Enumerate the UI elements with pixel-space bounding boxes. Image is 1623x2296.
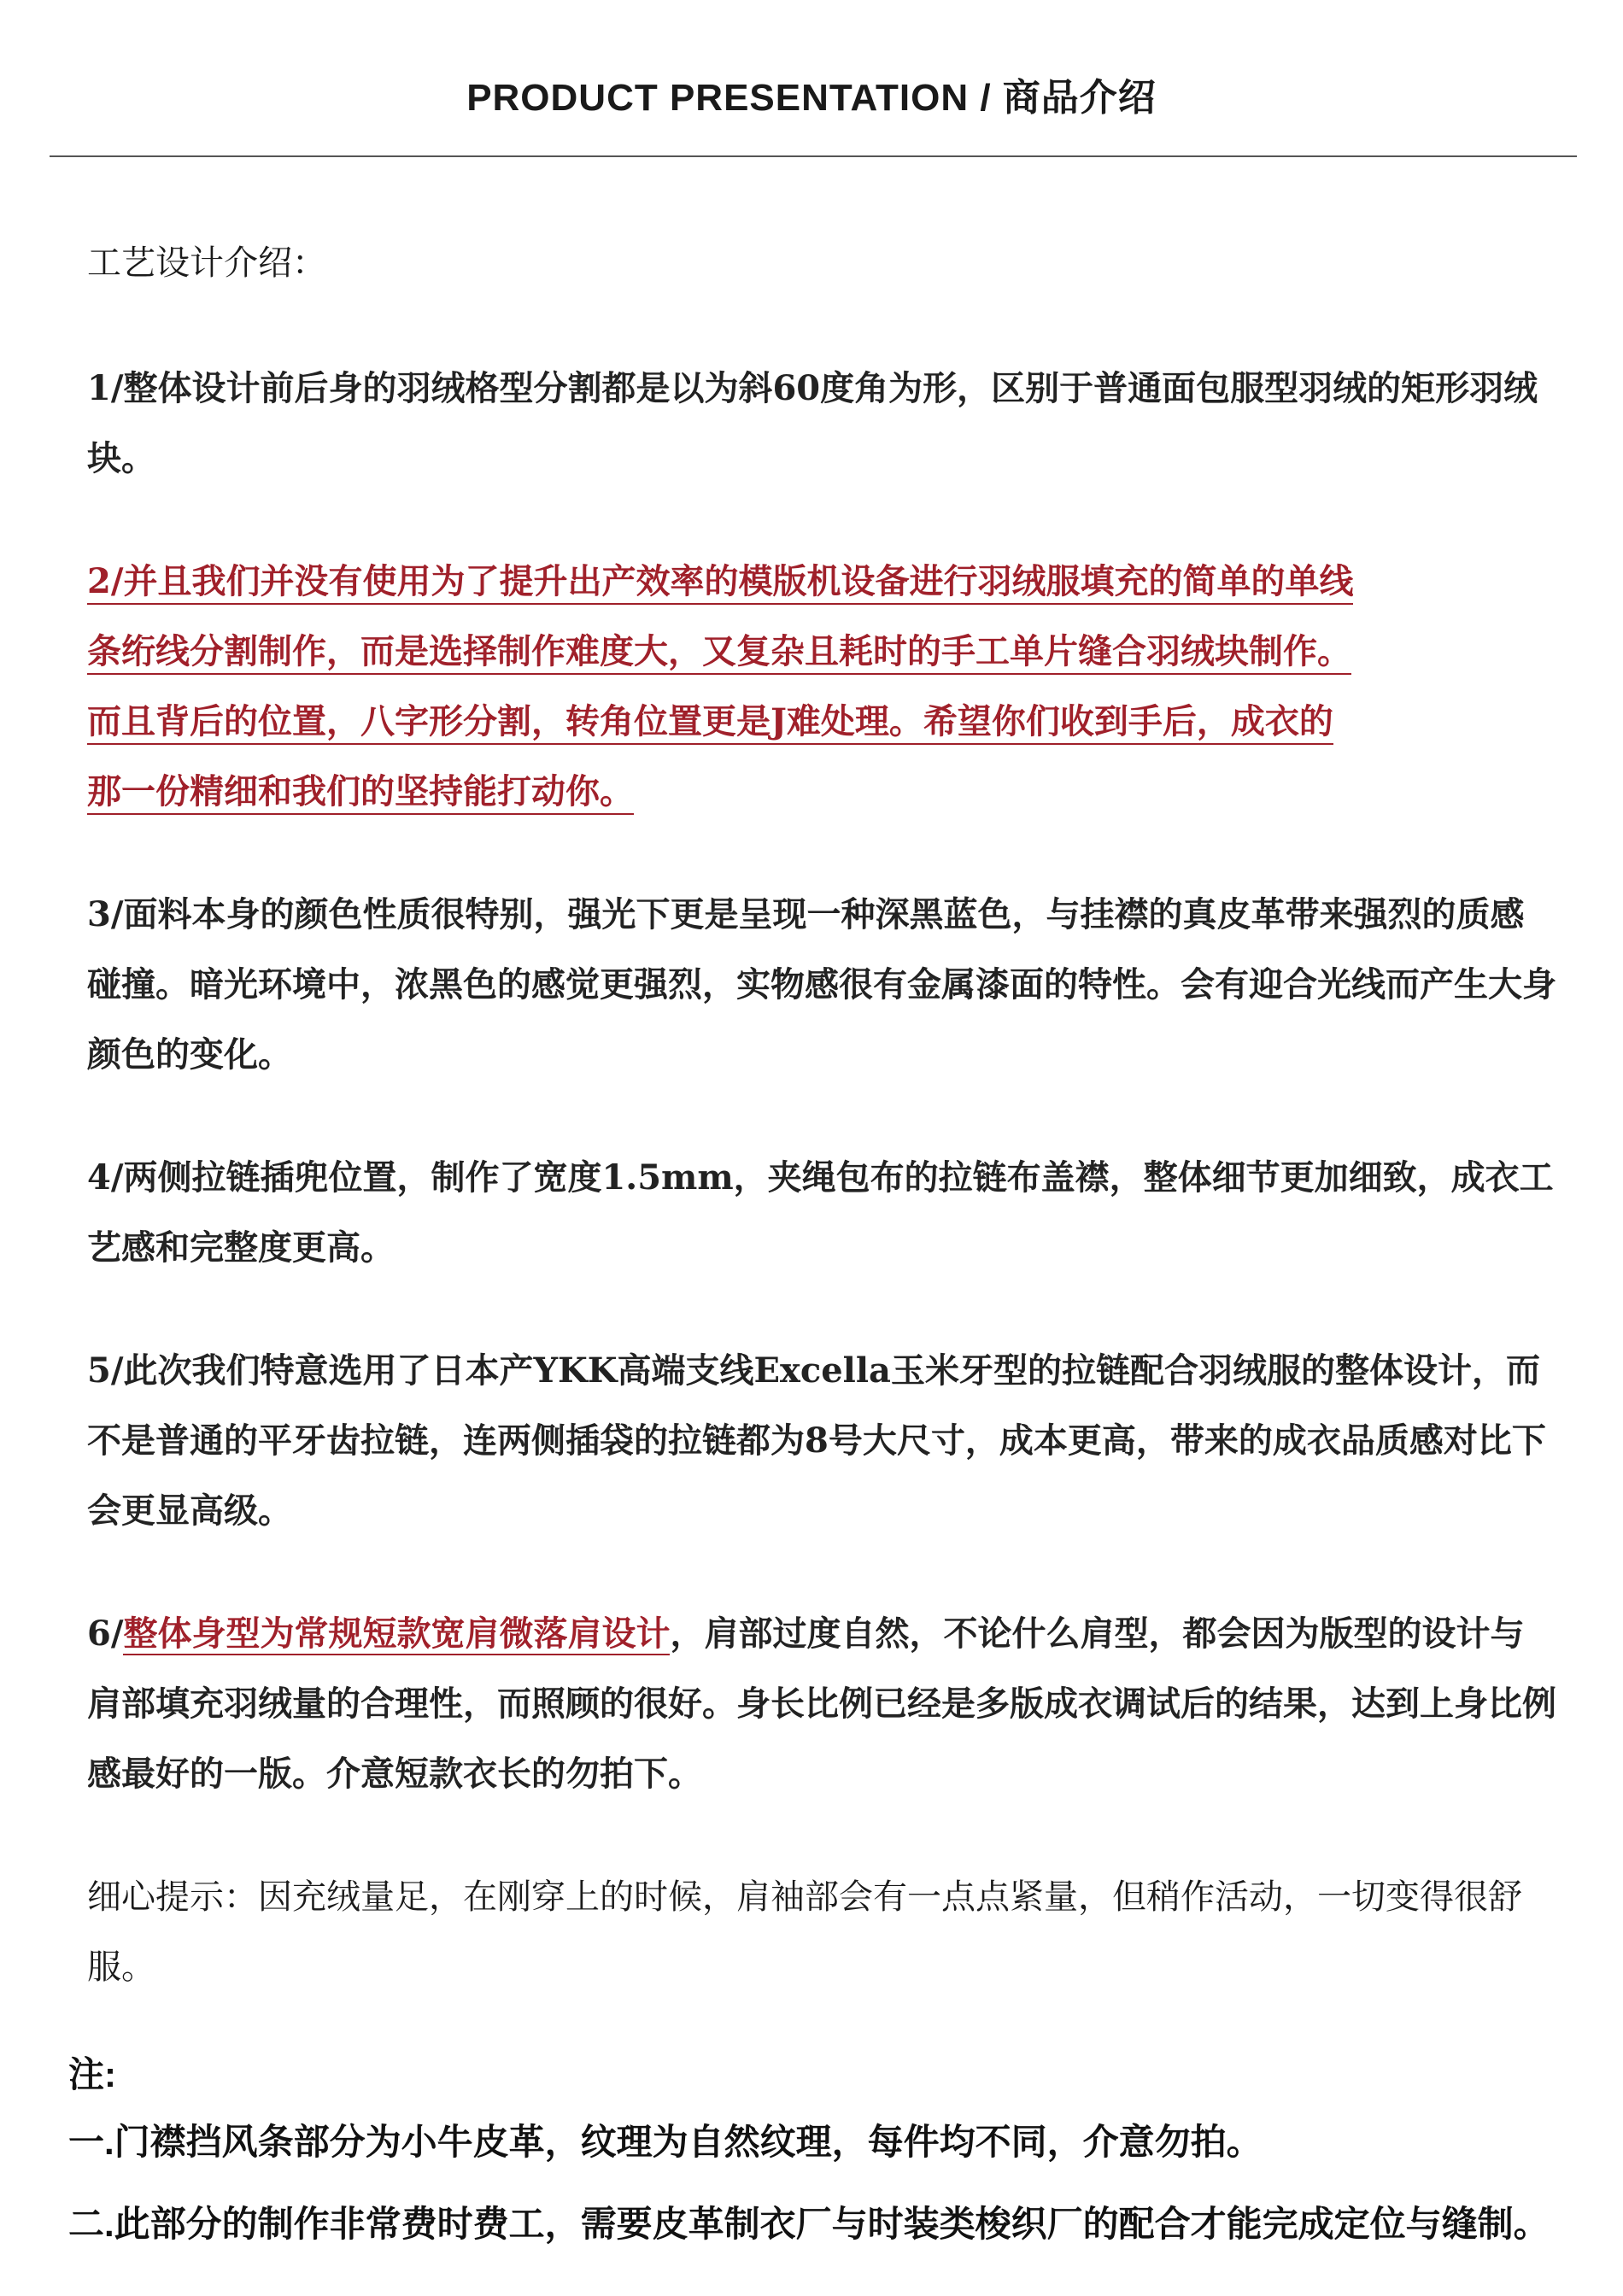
- note-line-2: 二.此部分的制作非常费时费工，需要皮革制衣厂与时装类梭织厂的配合才能完成定位与缝制。: [68, 2204, 1550, 2244]
- paragraph-2-line-2: 条绗线分割制作，而是选择制作难度大，又复杂且耗时的手工单片缝合羽绒块制作。: [87, 631, 1351, 675]
- main-content: [87, 237, 1556, 2002]
- paragraph-2-line-3: 而且背后的位置，八字形分割，转角位置更是J难处理。希望你们收到手后，成衣的: [87, 701, 1333, 745]
- notes-section: [68, 2048, 1606, 2265]
- section-title: 工艺设计介绍：: [87, 243, 326, 283]
- header-divider: [50, 155, 1577, 157]
- note-line-1: 一.门襟挡风条部分为小牛皮革，纹理为自然纹理，每件均不同，介意勿拍。: [68, 2122, 1263, 2162]
- paragraph-6-prefix: 6/: [87, 1614, 124, 1654]
- notes-title: 注:: [68, 2054, 116, 2094]
- paragraph-4: 4/两侧拉链插兜位置，制作了宽度1.5mm，夹绳包布的拉链布盖襟，整体细节更加细致，成衣工艺感和完整度更高。: [87, 1157, 1554, 1268]
- paragraph-2-line-1: 2/并且我们并没有使用为了提升出产效率的模版机设备进行羽绒服填充的简单的单线: [87, 561, 1353, 605]
- paragraph-6-highlight: 整体身型为常规短款宽肩微落肩设计: [123, 1614, 671, 1654]
- paragraph-2-line-4: 那一份精细和我们的坚持能打动你。: [87, 771, 634, 815]
- paragraph-1: 1/整体设计前后身的羽绒格型分割都是以为斜60度角为形，区别于普通面包服型羽绒的矩形羽绒块。: [87, 368, 1538, 478]
- paragraph-5: 5/此次我们特意选用了日本产YKK高端支线Excella玉米牙型的拉链配合羽绒服的整体设计，而不是普通的平牙齿拉链，连两侧插袋的拉链都为8号大尺寸，成本更高，带来的成衣品质感对比下会更显高级。: [87, 1350, 1546, 1531]
- page-title: PRODUCT PRESENTATION / 商品介绍: [466, 77, 1157, 119]
- paragraph-3: 3/面料本身的颜色性质很特别，强光下更是呈现一种深黑蓝色，与挂襟的真皮革带来强烈的质感碰撞。暗光环境中，浓黑色的感觉更强烈，实物感很有金属漆面的特性。会有迎合光线而产生大身颜色的变化。: [87, 894, 1556, 1075]
- care-tip: 细心提示：因充绒量足，在刚穿上的时候，肩袖部会有一点点紧量，但稍作活动，一切变得很舒服。: [87, 1877, 1522, 1987]
- paragraph-6: [87, 1599, 1556, 1809]
- paragraph-2: [87, 547, 1556, 827]
- paragraph-6-rest: ，肩部过度自然，不论什么肩型，都会因为版型的设计与肩部填充羽绒量的合理性，而照顾的很好。身长比例已经是多版成衣调试后的结果，达到上身比例感最好的一版。介意短款衣长的勿拍下。: [87, 1614, 1556, 1794]
